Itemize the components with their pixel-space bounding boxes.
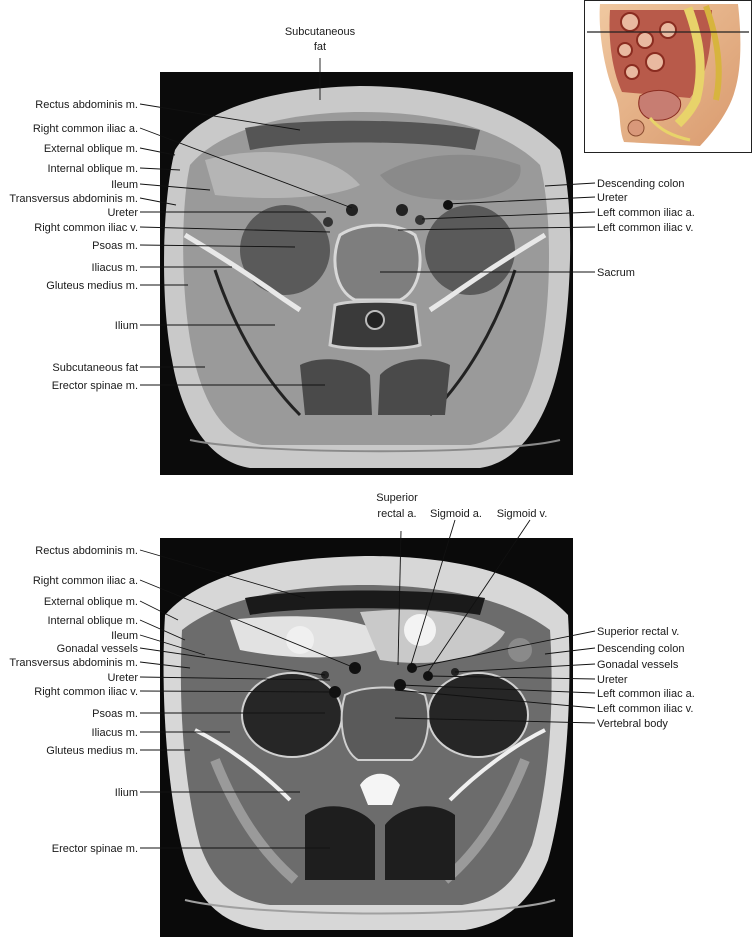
label-bottom-header-superior-line2: rectal a. <box>377 508 417 520</box>
label-top-left-2: External oblique m. <box>43 143 138 155</box>
mri-image-top <box>160 72 573 475</box>
label-bottom-left-7: Ureter <box>107 672 138 684</box>
label-top-left-3: Internal oblique m. <box>47 163 138 175</box>
label-bottom-left-5: Gonadal vessels <box>56 643 138 655</box>
label-top-left-5: Transversus abdominis m. <box>9 193 138 205</box>
label-top-left-11: Ilium <box>114 320 138 332</box>
label-bottom-left-0: Rectus abdominis m. <box>35 545 138 557</box>
label-top-left-4: Ileum <box>111 179 138 191</box>
label-bottom-left-6: Transversus abdominis m. <box>9 657 138 669</box>
label-bottom-left-4: Ileum <box>111 630 138 642</box>
label-bottom-right-3: Ureter <box>597 674 628 686</box>
label-top-header-line2: fat <box>313 41 327 53</box>
label-top-left-0: Rectus abdominis m. <box>35 99 138 111</box>
label-top-header-line1: Subcutaneous <box>284 26 356 38</box>
label-bottom-left-8: Right common iliac v. <box>34 686 138 698</box>
mri-image-bottom <box>160 538 573 937</box>
label-top-left-13: Erector spinae m. <box>51 380 138 392</box>
label-bottom-right-4: Left common iliac a. <box>597 688 695 700</box>
label-bottom-left-12: Ilium <box>114 787 138 799</box>
label-top-right-3: Left common iliac v. <box>597 222 694 234</box>
label-bottom-right-2: Gonadal vessels <box>597 659 679 671</box>
label-bottom-header-sigmoid-v: Sigmoid v. <box>496 508 548 520</box>
label-top-left-12: Subcutaneous fat <box>52 362 138 374</box>
label-bottom-right-6: Vertebral body <box>597 718 668 730</box>
label-top-left-6: Ureter <box>107 207 138 219</box>
label-bottom-left-9: Psoas m. <box>92 708 138 720</box>
label-bottom-left-10: Iliacus m. <box>91 727 138 739</box>
label-bottom-left-1: Right common iliac a. <box>32 575 138 587</box>
label-top-left-8: Psoas m. <box>92 240 138 252</box>
label-bottom-header-superior-line1: Superior <box>376 492 418 504</box>
label-bottom-header-sigmoid-a: Sigmoid a. <box>430 508 482 520</box>
label-bottom-left-13: Erector spinae m. <box>51 843 138 855</box>
inset-illustration <box>585 1 752 153</box>
label-top-left-9: Iliacus m. <box>91 262 138 274</box>
label-bottom-right-1: Descending colon <box>597 643 685 655</box>
label-bottom-right-5: Left common iliac v. <box>597 703 694 715</box>
label-top-right-2: Left common iliac a. <box>597 207 695 219</box>
label-top-left-1: Right common iliac a. <box>32 123 138 135</box>
label-top-right-4: Sacrum <box>597 267 635 279</box>
label-bottom-left-3: Internal oblique m. <box>47 615 138 627</box>
label-bottom-left-2: External oblique m. <box>43 596 138 608</box>
label-bottom-right-0: Superior rectal v. <box>597 626 680 638</box>
label-bottom-left-11: Gluteus medius m. <box>46 745 138 757</box>
label-top-left-10: Gluteus medius m. <box>46 280 138 292</box>
label-top-right-0: Descending colon <box>597 178 685 190</box>
label-top-left-7: Right common iliac v. <box>34 222 138 234</box>
label-top-right-1: Ureter <box>597 192 628 204</box>
